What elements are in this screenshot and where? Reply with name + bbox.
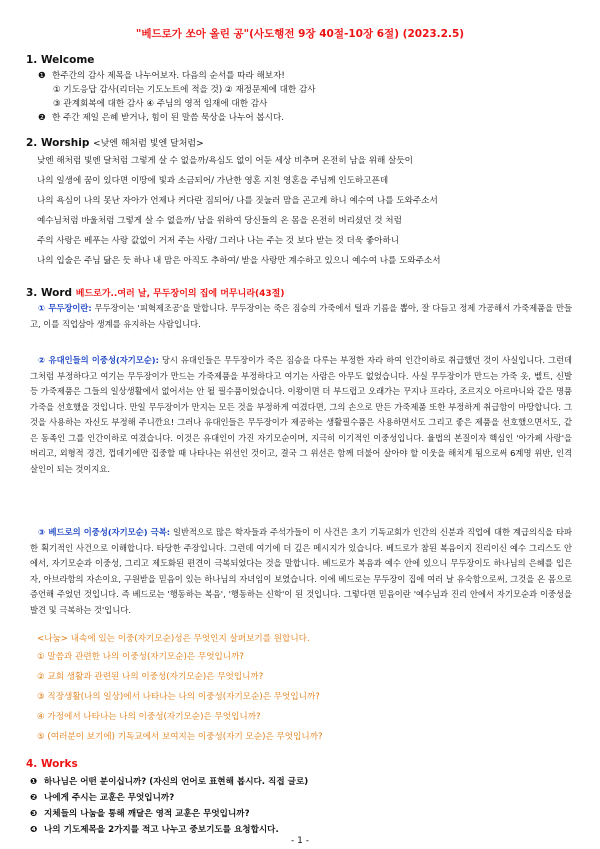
- works-item-text: 나에게 주시는 교훈은 무엇입니까?: [44, 793, 175, 803]
- works-heading: 4. Works: [26, 758, 78, 770]
- lyric-line: 주의 사랑은 베푸는 사랑 값없이 거저 주는 사랑/ 그러나 나는 주는 것 보다 받는 것 더욱 좋아하니: [37, 236, 400, 246]
- works-item: [30, 791, 174, 803]
- lyric-line: 예수님처럼 바울처럼 그렇게 살 수 없을까/ 남을 위하여 당신들의 온 몸을 온전히 버리셨던 것 처럼: [37, 216, 402, 226]
- lyric-line: 나의 입술은 주님 닮은 듯 하나 내 맘은 아직도 추하여/ 받을 사랑만 계수하고 있으니 예수여 나를 도와주소서: [37, 256, 441, 266]
- bullet-2: ❷: [30, 793, 38, 803]
- word-subtitle: 베드로가..여러 날, 무두장이의 집에 머무니라(43절): [75, 289, 285, 299]
- bullet-2: ❷: [38, 113, 46, 123]
- section-lead: ② 유대인들의 이중성(자기모순):: [38, 355, 159, 365]
- lyric-line: 나의 일생에 꿈이 있다면 이땅에 빛과 소금되어/ 가난한 영혼 지친 영혼을 주님께 인도하고픈데: [37, 176, 389, 186]
- sharing-question: ① 말씀과 관련한 나의 이중성(자기모순)은 무엇입니까?: [37, 652, 244, 662]
- works-item-text: 나의 기도제목을 2가지를 적고 나누고 중보기도를 요청합시다.: [44, 825, 279, 835]
- worship-song-title: <낮엔 해처럼 빛엔 달처럼>: [93, 139, 204, 149]
- sharing-question: ⑤ (여러분이 보기에) 기독교에서 보여지는 이중성(자기 모순)은 무엇입니까?: [37, 732, 323, 742]
- word-section-3: [30, 525, 572, 618]
- section-lead: ③ 베드로의 이중성(자기모순) 극복:: [38, 527, 171, 537]
- works-item: [30, 807, 250, 819]
- welcome-heading: 1. Welcome: [26, 54, 95, 66]
- welcome-item: ① 기도응답 감사(리더는 기도노트에 적을 것) ② 재정문제에 대한 감사: [53, 85, 316, 95]
- worship-heading: [26, 136, 204, 149]
- word-section-1: [30, 301, 572, 332]
- worship-heading-text: 2. Worship: [26, 137, 90, 149]
- welcome-item: [38, 70, 570, 82]
- section-text: 무두장이는 '피혁제조공'을 말합니다. 무두장이는 죽은 짐승의 가죽에서 털과 기름을 뽑아, 잘 다듬고 정제 가공해서 가죽제품을 만들고, 이를 직업삼아 생계를 유지하는 사람입니다.: [30, 303, 573, 329]
- works-item: [30, 775, 308, 787]
- sharing-question: ② 교회 생활과 관련된 나의 이중성(자기모순)은 무엇입니까?: [37, 672, 264, 682]
- bullet-4: ❹: [30, 825, 38, 835]
- section-lead: ① 무두장이란:: [38, 303, 92, 313]
- works-item-text: 지체들의 나눔을 통해 깨달은 영적 교훈은 무엇입니까?: [44, 809, 250, 819]
- welcome-item-text: 한 주간 제일 은혜 받거나, 힘이 된 말씀 묵상을 나누어 봅시다.: [52, 113, 285, 123]
- welcome-item-text: 한주간의 감사 제목을 나누어보자. 다음의 순서를 따라 해보자!: [52, 71, 285, 81]
- lyric-line: 낮엔 해처럼 빛엔 달처럼 그렇게 살 수 없을까/욕심도 없이 어둔 세상 비추며 온전히 남을 위해 살듯이: [37, 156, 413, 166]
- bullet-1: ❶: [38, 71, 46, 81]
- section-text: 일반적으로 많은 학자들과 주석가들이 이 사건은 초기 기독교회가 인간의 신분과 직업에 대한 계급의식을 타파한 획기적인 사건으로 이해합니다. 타당한 주장입니다. 그런데 여기에 더 깊은 메시지가 있습니다. 베드로가 참된 복음이지 진리이신 예수 그리스도 안에서, 자기모순과 이중성, 그리고 제도화된 편견이 극복되었다는 것을 말합니다. 베드로가 복음과 예수 안에 있으니 무두장이도 하나님의 은혜를 입은 자, 아브라함의 자손이요, 구원받을 믿음이 있는 하나님의 자녀임이 보였습니다. 이에 베드로는 무두장이 집에 여러 날 유숙함으로써, 그것을 온 몸으로 증언해 주었던 것입니다. 즉 베드로는 '행동하는 복음', '행동하는 신학'이 된 것입니다. 그렇다면 믿음이란 '예수님과 진리 안에서 자기모순과 이중성을 발견 및 극복하는 것'입니다.: [30, 527, 572, 615]
- sharing-intro: <나눔> 내속에 있는 이중(자기모순)성은 무엇인지 살펴보기를 원합니다.: [37, 634, 310, 644]
- document-title: "베드로가 쏘아 올린 공"(사도행전 9장 40절-10장 6절) (2023.2.5): [135, 28, 465, 40]
- bullet-3: ❸: [30, 809, 38, 819]
- welcome-item: ③ 관계회복에 대한 감사 ④ 주님의 영적 임재에 대한 감사: [53, 99, 268, 109]
- word-section-2: [30, 353, 572, 477]
- word-heading: [26, 286, 284, 299]
- bullet-1: ❶: [30, 777, 38, 787]
- section-text: 당시 유대인들은 무두장이가 죽은 짐승을 다루는 부정한 자라 하여 인간이하로 취급했던 것이 사실입니다. 그런데 그처럼 부정하다고 여기는 무두장이가 만드는 가죽제품을 부정하다고 여기는 사람은 아무도 없었습니다. 사실 무두장이가 만드는 가죽 옷, 벨트, 신발 등 가죽제품은 그들의 일상생활에서 없어서는 안 될 필수품이었습니다. 이왕이면 더 부드럽고 오래가는 꾸지나 프라다, 조르지오 아르마니와 같은 명품 가죽을 선호했을 것입니다. 만일 무두장이가 만지는 모든 것을 부정하게 여겼다면, 그의 손으로 만든 가죽제품 또한 부정하게 취급함이 마땅합니다. 그것을 사용하는 자신도 부정해 주니깐요! 그러나 유대인들은 무두장이가 제공하는 생활필수품은 사용하면서도 그리고 좋은 제품을 선호했으면서도, 같은 동족인 그를 인간이하로 여겼습니다. 이것은 유대인이 가진 자기모순이며, 지극히 이기적인 이중성입니다. 율법의 본질이자 핵심인 '아가페 사랑'을 버리고, 외형적 경건, 껍데기에만 집중할 때 나타나는 위선인 것이고, 결국 그 위선은 함께 더불어 살아야 할 이웃을 해치게 됨으로써 6계명 위반, 인격 살인이 되는 것이지요.: [30, 355, 572, 474]
- sharing-question: ④ 가정에서 나타나는 나의 이중성(자기모순)은 무엇입니까?: [37, 712, 261, 722]
- welcome-item: [38, 112, 570, 124]
- works-item-text: 하나님은 어떤 분이십니까? (자신의 언어로 표현해 봅시다. 직접 글로): [44, 777, 309, 787]
- word-heading-text: 3. Word: [26, 287, 73, 299]
- lyric-line: 나의 욕심이 나의 못난 자아가 언제나 커다란 짐되어/ 나를 짓눌러 맘을 곤고케 하니 예수여 나를 도와주소서: [37, 196, 438, 206]
- works-item: [30, 823, 279, 835]
- page-number: - 1 -: [291, 836, 309, 846]
- sharing-question: ③ 직장생활(나의 일상)에서 나타나는 나의 이중성(자기모순)은 무엇입니까?: [37, 692, 320, 702]
